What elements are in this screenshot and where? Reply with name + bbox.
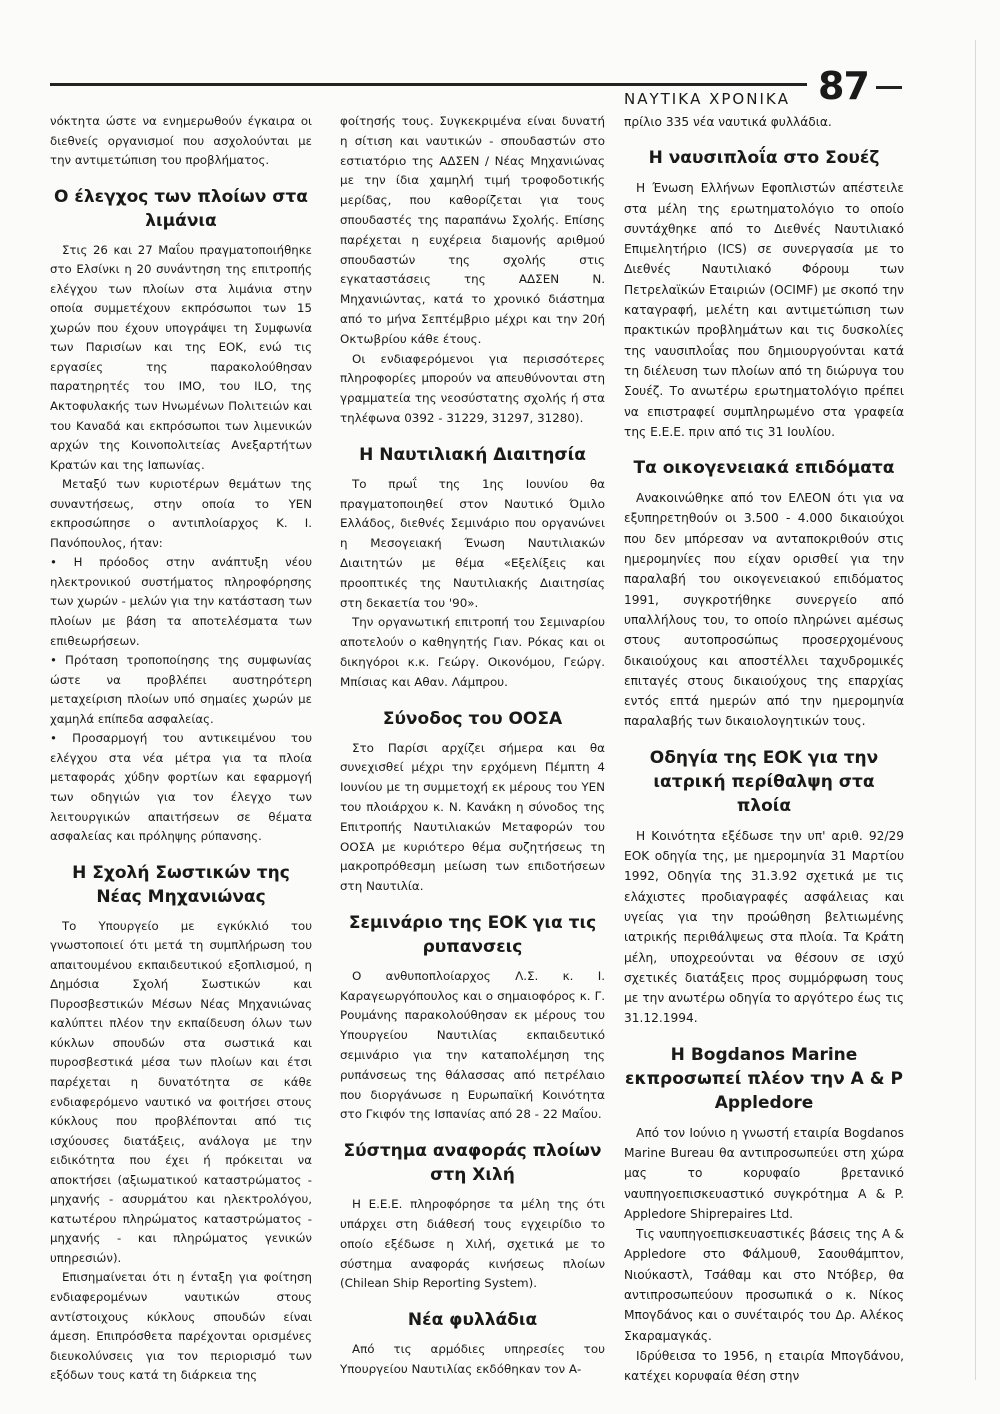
paragraph: Στο Παρίσι αρχίζει σήμερα και θα συνεχισθεί μέχρι την ερχόμενη Πέμπτη 4 Ιουνίου με τη συμμετοχή εκ μέρους του ΥΕΝ του πλοιάρχου κ. Ν. Κανάκη η σύνοδος της Επιτροπής Ναυτιλιακών Μεταφορών του ΟΟΣΑ με κυριότερο θέμα συζητήσεως τη μακροπρόθεσμη μείωση των επιδοτήσεων στη Ναυτιλία.: [340, 740, 605, 894]
paragraph: Ανακοινώθηκε από τον ΕΛΕΟΝ ότι για να εξυπηρετηθούν οι 3.500 - 4.000 δικαιούχοι που δεν μπόρεσαν να ανταποκριθούν στις ημερομηνίες που είχαν ορισθεί για την παραλαβή του οικογενειακού επιδόματος 1991, συγκροτήθηκε συνεργείο από υπαλλήλους του, το οποίο πληρώνει αμέσως στους αυτοπροσώπως προσερχομένους δικαιούχους και αποστέλλει ταχυδρομικές επιταγές στους δικαιούχους της επαρχίας εντός επτά ημερών από την ημερομηνία παραλαβής των δικαιολογητικών τους.: [624, 491, 904, 729]
paragraph: Επισημαίνεται ότι η ένταξη για φοίτηση ενδιαφερομένων ναυτικών στους αντίστοιχους κύκλους σπουδών είναι άμεση. Επιπρόσθετα παρέχονται ορισμένες διευκολύνσεις για τον περιορισμό των εξόδων τους κατά τη διάρκεια της: [50, 1270, 312, 1383]
column-left: [50, 112, 312, 1386]
paragraph: Την οργανωτική επιτροπή του Σεμιναρίου αποτελούν ο καθηγητής Γιαν. Ρόκας και οι δικηγόροι κ.κ. Γεώργ. Οικονόμου, Γεώργ. Μπίσιας και Αθαν. Λάμπρου.: [340, 615, 605, 689]
paragraph: νόκτητα ώστε να ενημερωθούν έγκαιρα οι διεθνείς οργανισμοί που ασχολούνται με την αντιμετώπιση του προβλήματος.: [50, 114, 312, 168]
article-heading: Η ναυσιπλοΐα στο Σουέζ: [648, 148, 880, 169]
article-heading: Σύνοδος του ΟΟΣΑ: [382, 708, 563, 729]
paragraph: Η Ε.Ε.Ε. πληροφόρησε τα μέλη της ότι υπάρχει στη διάθεσή τους εγχειρίδιο το οποίο εξέδωσε η Χιλή, σχετικά με το σύστημα αναφοράς κινήσεως πλοίων (Chilean Ship Reporting System).: [340, 1197, 605, 1291]
paragraph: Η Κοινότητα εξέδωσε την υπ' αριθ. 92/29 ΕΟΚ οδηγία της, με ημερομηνία 31 Μαρτίου 1992, Οδηγία της 31.3.92 σχετικά με τις ελάχιστες προδιαγραφές ασφάλειας και υγείας για την προώθηση βελτιωμένης ιατρικής περιθάλψεως στα πλοία. Τα Κράτη μέλη, υποχρεούνται να θέσουν σε ισχύ σχετικές διατάξεις προς συμμόρφωση τους με την ανωτέρω οδηγία το αργότερο έως τις 31.12.1994.: [624, 828, 904, 1026]
paragraph: πρίλιο 335 νέα ναυτικά φυλλάδια.: [624, 115, 832, 129]
article-heading: Σεμινάριο της ΕΟΚ για τις ρυπανσεις: [348, 912, 597, 957]
paragraph: Από τις αρμόδιες υπηρεσίες του Υπουργείου Ναυτιλίας εκδόθηκαν τον Α-: [340, 1342, 605, 1377]
bullet-item: • Η πρόοδος στην ανάπτυξη νέου ηλεκτρονικού συστήματος πληροφόρησης των χωρών - μελών για την κατάσταση των πλοίων με βάση τα αποτελέσματα των επιθεωρήσεων.: [50, 555, 312, 648]
paragraph: Η Ένωση Ελλήνων Εφοπλιστών απέστειλε στα μέλη της ερωτηματολόγιο το οποίο συντάχθηκε από το Διεθνές Ναυτιλιακό Επιμελητήριο (ICS) σε συνεργασία με το Διεθνές Ναυτιλιακό Φόρουμ των Πετρελαϊκών Εταιριών (OCIMF) με σκοπό την καταγραφή, μελέτη και αντιμετώπιση των πρακτικών προβλημάτων και τις δυσκολίες της ναυσιπλοΐας που δημιουργούνται κατά τη διέλευση των πλοίων από τη διώρυγα του Σουέζ. Το ανωτέρω ερωτηματολόγιο πρέπει να επιστραφεί συμπληρωμένο στα γραφεία της Ε.Ε.Ε. πριν από τις 31 Ιουλίου.: [624, 181, 904, 439]
article-heading: Η Ναυτιλιακή Διαιτησία: [359, 444, 586, 465]
column-middle: [340, 112, 605, 1380]
article-heading: Η Σχολή Σωστικών της Νέας Μηχανιώνας: [72, 862, 290, 907]
header-rule-short: [876, 86, 902, 89]
column-right: [624, 112, 904, 1387]
paragraph: Μεταξύ των κυριοτέρων θεμάτων της συναντήσεως, στην οποία το ΥΕΝ εκπροσώπησε ο αντιπλοίαρχος Κ. Ι. Πανόπουλος, ήταν:: [50, 477, 312, 550]
header-rule: [50, 83, 807, 86]
paragraph: Ο ανθυποπλοίαρχος Λ.Σ. κ. Ι. Καραγεωργόπουλος και ο σημαιοφόρος κ. Γ. Ρουμάνης παρακολούθησαν εκ μέρους του Υπουργείου Ναυτιλίας εκπαιδευτικό σεμινάριο για την καταπολέμηση της ρυπάνσεως της θάλασσας από πετρέλαιο που διοργάνωσε η Ευρωπαϊκή Κοινότητα στο Γκιφόν της Ισπανίας από 28 - 22 Μαΐου.: [340, 968, 605, 1122]
paragraph: Οι ενδιαφερόμενοι για περισσότερες πληροφορίες μπορούν να απευθύνονται στη γραμματεία της νεοσύστατης σχολής ή στα τηλέφωνα 0392 - 31229, 31297, 31280).: [340, 351, 605, 425]
paragraph: Στις 26 και 27 Μαΐου πραγματοποιήθηκε στο Ελσίνκι η 20 συνάντηση της επιτροπής ελέγχου των πλοίων στα λιμάνια στην οποία συμμετέχουν εκπρόσωποι των 15 χωρών που έχουν υπογράψει τη Συμφωνία των Παρισίων και της ΕΟΚ, ενώ τις εργασίες της παρακολούθησαν παρατηρητές του ΙΜΟ, του ILO, της Ακτοφυλακής των Ηνωμένων Πολιτειών και του Καναδά και εκπρόσωποι των λιμενικών αρχών της Κοινοπολιτείας Ανεξαρτήτων Κρατών και της Ιαπωνίας.: [50, 242, 312, 472]
page-number: 87: [818, 64, 869, 108]
paragraph: Το πρωΐ της 1ης Ιουνίου θα πραγματοποιηθεί στον Ναυτικό Όμιλο Ελλάδος, διεθνές Σεμινάριο που οργανώνει η Μεσογειακή Ένωση Ναυτιλιακών Διαιτητών με θέμα «Εξελίξεις και προοπτικές της Ναυτιλιακής Διαιτησίας στη δεκαετία του '90».: [340, 476, 605, 610]
running-header-title: ΝΑΥΤΙΚΑ ΧΡΟΝΙΚΑ: [624, 90, 790, 108]
article-heading: Ο έλεγχος των πλοίων στα λιμάνια: [54, 186, 308, 231]
article-heading: Νέα φυλλάδια: [407, 1310, 538, 1331]
paragraph: Το Υπουργείο με εγκύκλιό του γνωστοποιεί ότι μετά τη συμπλήρωση του απαιτουμένου εκπαιδευτικού εξοπλισμού, η Δημόσια Σχολή Σωστικών και Πυροσβεστικών Μέσων Νέας Μηχανιώνας καλύπτει πλέον την εκπαίδευση όλων των κύκλων σπουδών στα σωστικά και πυροσβεστικά μέσα των πλοίων και έτσι παρέχεται η δυνατότητα σε κάθε ενδιαφερόμενο ναυτικό να φοιτήσει στους κύκλους που προβλέπονται από τις ισχύουσες διατάξεις, ανάλογα με την ειδικότητα που έχει ή πρόκειται να αποκτήσει (αξιωματικού καταστρώματος - μηχανής - ασυρμάτου και ηλεκτρολόγου, κατωτέρου πληρώματος καταστρώματος - μηχανής - και πληρώματος γενικών υπηρεσιών).: [50, 918, 312, 1265]
paragraph: Από τον Ιούνιο η γνωστή εταιρία Bogdanos Marine Bureau θα αντιπροσωπεύει στη χώρα μας το κορυφαίο βρετανικό ναυπηγοεπισκευαστικό συγκρότημα A & P. Appledore Shiprepaires Ltd.: [624, 1125, 904, 1221]
paragraph: Ιδρύθεισα το 1956, η εταιρία Μπογδάνου, κατέχει κορυφαία θέση στην: [624, 1348, 904, 1384]
article-heading: Οδηγία της ΕΟΚ για την ιατρική περίθαλψη στα πλοία: [649, 747, 879, 816]
page-edge-shadow: [975, 40, 976, 1380]
article-heading: Η Bogdanos Marine εκπροσωπεί πλέον την A & P Appledore: [625, 1044, 903, 1113]
bullet-item: • Προσαρμογή του αντικειμένου του ελέγχου στα νέα μέτρα για τα πλοία μεταφοράς χύδην φορτίων και εφαρμογή των οδηγιών για τον έλεγχο των λειτουργικών απαιτήσεων σε θέματα ασφαλείας και πρόληψης ρύπανσης.: [50, 731, 312, 844]
bullet-item: • Πρόταση τροποποίησης της συμφωνίας ώστε να προβλέπει αυστηρότερη μεταχείριση πλοίων υπό σημαίες χωρών με χαμηλά επίπεδα ασφαλείας.: [50, 653, 312, 726]
paragraph: Τις ναυπηγοεπισκευαστικές βάσεις της A & Appledore στο Φάλμουθ, Σαουθάμπτον, Νιούκαστλ, Τσάθαμ και στο Ντόβερ, θα αντιπροσωπεύουν προσωπικά ο κ. Νίκος Μπογδάνος και ο συνέταιρός του Δρ. Αλέκος Σκαραμαγκάς.: [624, 1227, 904, 1343]
article-heading: Σύστημα αναφοράς πλοίων στη Χιλή: [343, 1141, 602, 1186]
article-heading: Τα οικογενειακά επιδόματα: [633, 458, 895, 479]
paragraph: φοίτησής τους. Συγκεκριμένα είναι δυνατή η σίτιση και ναυτικών - σπουδαστών στο εστιατόριο της ΑΔΣΕΝ / Νέας Μηχανιώνας με την ίδια χαμηλή τιμή τροφοδοτικής μερίδας, που καθορίζεται για τους σπουδαστές της παραπάνω Σχολής. Επίσης παρέχεται η ευχέρεια διαμονής αριθμού σπουδαστών της σχολής στις εγκαταστάσεις της ΑΔΣΕΝ Ν. Μηχανιώντας, κατά το χρονικό διάστημα από το μήνα Σεπτέμβριο μέχρι και την 20ή Οκτωβρίου κάθε έτους.: [340, 114, 605, 346]
